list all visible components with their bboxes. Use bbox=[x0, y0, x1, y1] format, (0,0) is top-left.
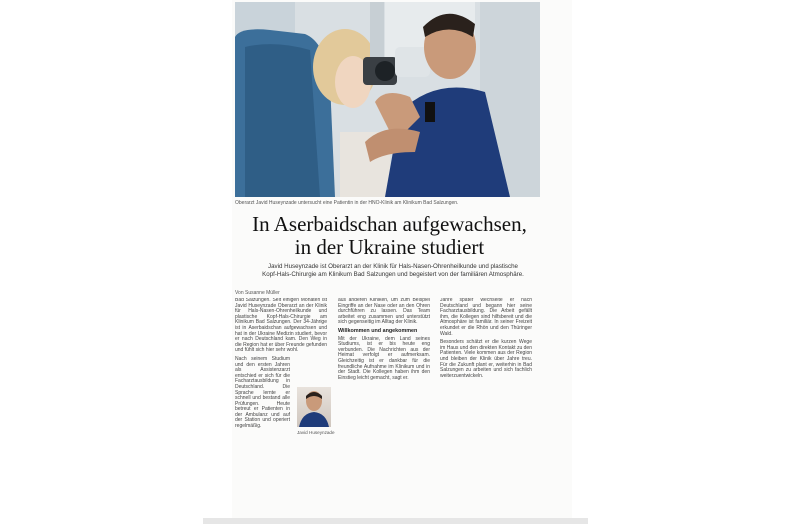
article-photo bbox=[235, 2, 540, 197]
column-3-paragraph-b: Besonders schätzt er die kurzen Wege im Haus und den direkten Kontakt zu den Patienten. Viele kommen aus der Region und bleiben der Klinik über Jahre treu. Für die Zukunft plant er, weiterhin in Bad Salzungen zu arbeiten und sich fachlich weiterzuentwickeln. bbox=[440, 339, 532, 379]
bottom-scroll-strip bbox=[203, 518, 588, 524]
photo-caption: Oberarzt Javid Huseynzade untersucht eine Patientin in der HNO-Klinik am Klinikum Bad Salzungen. bbox=[235, 200, 459, 206]
column-2-subheading: Willkommen und angekommen bbox=[338, 327, 418, 334]
portrait-caption: Javid Huseynzade bbox=[297, 430, 335, 435]
column-2-paragraph: aus anderen Kliniken, um zum Beispiel Eingriffe an der Nase oder an den Ohren durchführen zu lassen. Das Team arbeitet eng zusammen und unterstützt sich gegenseitig im Alltag der Klinik. bbox=[338, 298, 430, 326]
article-headline bbox=[232, 213, 547, 259]
column-3-paragraph: Jahre später wechselte er nach Deutschland und begann hier seine Facharztausbildung. Die Arbeit gefällt ihm, die Kollegen sind hilfsbereit und die Atmosphäre ist familiär. In seiner Freizeit erkundet er die Rhön und den Thüringer Wald. bbox=[440, 298, 532, 337]
headline-line-2: in der Ukraine studiert bbox=[294, 235, 485, 259]
column-2-paragraph-b: Mit der Ukraine, dem Land seines Studiums, ist er bis heute eng verbunden. Die Nachrichten aus der Heimat verfolgt er aufmerksam. Gleichzeitig ist er dankbar für die freundliche Aufnahme im Klinikum und in der Stadt. Die Kollegen haben ihm den Einstieg leicht gemacht, sagt er. bbox=[338, 335, 430, 381]
article-subline: Javid Huseynzade ist Oberarzt an der Klinik für Hals-Nasen-Ohrenheilkunde und plastische Kopf-Hals-Chirurgie am Klinikum Bad Salzungen und begeistert von der familiären Atmosphäre. bbox=[262, 263, 524, 278]
column-1-paragraph: Bad Salzungen. Seit einigen Monaten ist Javid Huseynzade Oberarzt an der Klinik für Hals-Nasen-Ohrenheilkunde und plastische Kopf-Hals-Chirurgie am Klinikum Bad Salzungen. Der 34-Jährige ist in Aserbaidschan aufgewachsen und hat in der Ukraine Medizin studiert, bevor er nach Deutschland kam. Den Weg in die Region hat er über Freunde gefunden und fühlt sich hier sehr wohl. bbox=[235, 298, 327, 354]
author-byline: Von Susanne Müller bbox=[235, 290, 280, 296]
author-portrait bbox=[297, 387, 331, 427]
text-column-2 bbox=[338, 298, 430, 513]
column-1-paragraph-b: Nach seinem Studium und den ersten Jahren als Assistenzarzt entschied er sich für die Facharztausbildung in Deutschland. Die Sprache lernte er schnell und bestand alle Prüfungen. Heute betreut er Patienten in der Ambulanz und auf der Station und operiert regelmäßig. bbox=[235, 355, 290, 430]
headline-line-1: In Aserbaidschan aufgewachsen, bbox=[252, 212, 527, 236]
text-column-3 bbox=[440, 298, 532, 513]
